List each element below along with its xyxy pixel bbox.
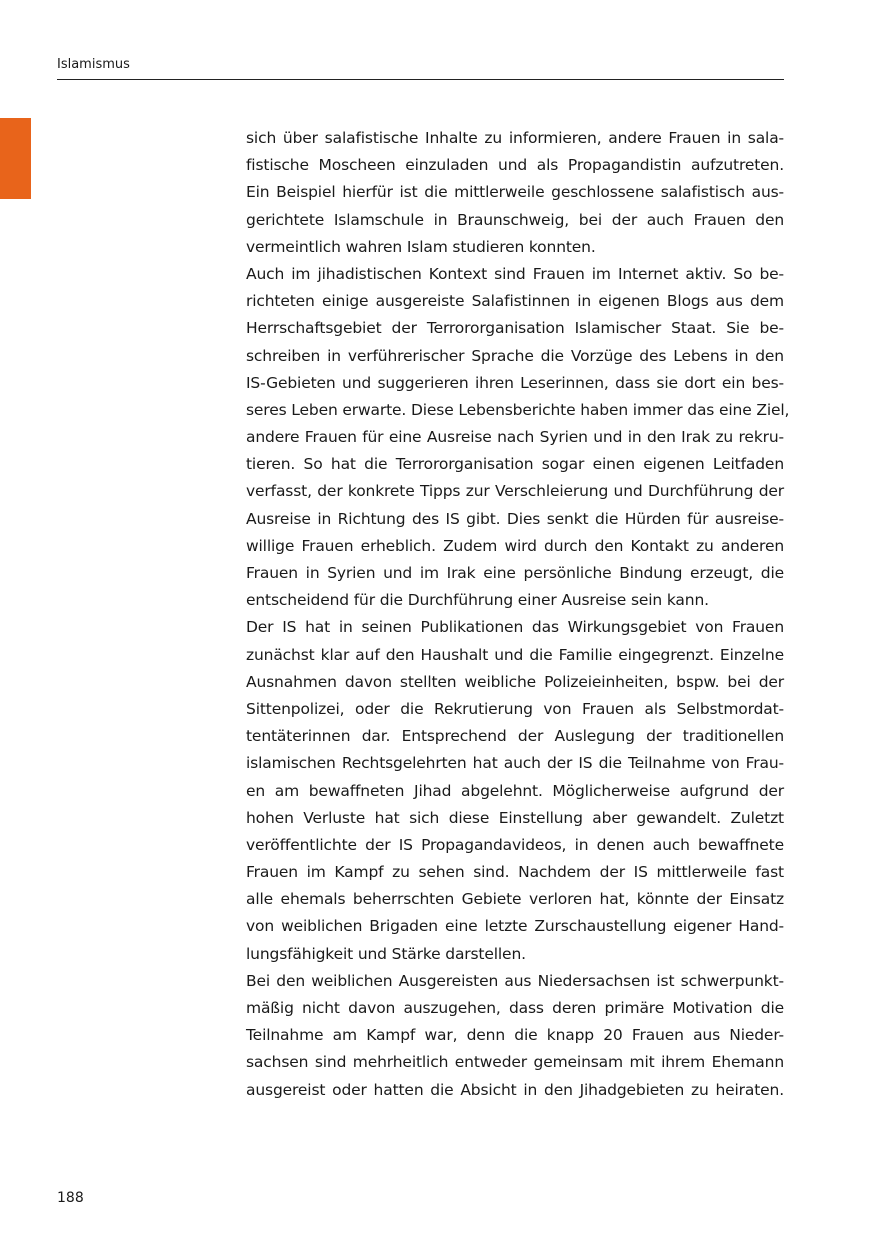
text-line: entscheidend für die Durchführung einer Ausreise sein kann. [246, 591, 709, 610]
text-line: willige Frauen erheblich. Zudem wird durch den Kontakt zu anderen [246, 536, 784, 555]
header-divider [57, 79, 784, 80]
text-line: Frauen in Syrien und im Irak eine persönliche Bindung erzeugt, die [246, 564, 784, 582]
text-line: tieren. So hat die Terrororganisation sogar einen eigenen Leitfaden [246, 455, 784, 474]
text-line: Sittenpolizei, oder die Rekrutierung von Frauen als Selbstmordat- [246, 699, 784, 718]
text-line: en am bewaffneten Jihad abgelehnt. Möglicherweise aufgrund der [246, 781, 784, 800]
running-header: Islamismus [57, 57, 130, 72]
text-line: hohen Verluste hat sich diese Einstellung aber gewandelt. Zuletzt [246, 808, 784, 827]
text-line: zunächst klar auf den Haushalt und die Familie eingegrenzt. Einzelne [246, 645, 784, 664]
text-line: sich über salafistische Inhalte zu informieren, andere Frauen in sala- [246, 129, 784, 147]
text-line: schreiben in verführerischer Sprache die Vorzüge des Lebens in den [246, 346, 784, 365]
text-line: andere Frauen für eine Ausreise nach Syrien und in den Irak zu rekru- [246, 428, 784, 447]
text-line: Frauen im Kampf zu sehen sind. Nachdem der IS mittlerweile fast [246, 863, 784, 882]
paragraph-1 [246, 125, 784, 261]
paragraph-4 [246, 968, 784, 1104]
text-line: ausgereist oder hatten die Absicht in den Jihadgebieten zu heiraten. [246, 1080, 784, 1099]
text-line: sachsen sind mehrheitlich entweder gemeinsam mit ihrem Ehemann [246, 1053, 784, 1072]
text-line: Ausreise in Richtung des IS gibt. Dies senkt die Hürden für ausreise- [246, 509, 784, 528]
text-line: richteten einige ausgereiste Salafistinnen in eigenen Blogs aus dem [246, 292, 784, 311]
text-line: alle ehemals beherrschten Gebiete verloren hat, könnte der Einsatz [246, 890, 784, 909]
text-line: mäßig nicht davon auszugehen, dass deren primäre Motivation die [246, 999, 784, 1017]
text-line: Herrschaftsgebiet der Terrororganisation Islamischer Staat. Sie be- [246, 319, 784, 338]
text-line: Ausnahmen davon stellten weibliche Polizeieinheiten, bspw. bei der [246, 672, 784, 691]
text-line: lungsfähigkeit und Stärke darstellen. [246, 944, 526, 963]
text-line: gerichtete Islamschule in Braunschweig, bei der auch Frauen den [246, 210, 784, 229]
text-line: von weiblichen Brigaden eine letzte Zurschaustellung eigener Hand- [246, 917, 784, 936]
paragraph-3 [246, 614, 784, 967]
text-line: Bei den weiblichen Ausgereisten aus Niedersachsen ist schwerpunkt- [246, 971, 784, 990]
text-line: islamischen Rechtsgelehrten hat auch der IS die Teilnahme von Frau- [246, 754, 784, 773]
text-line: veröffentlichte der IS Propagandavideos, in denen auch bewaffnete [246, 835, 784, 854]
text-line: seres Leben erwarte. Diese Lebensberichte haben immer das eine Ziel, [246, 400, 790, 419]
text-line: Auch im jihadistischen Kontext sind Frauen im Internet aktiv. So be- [246, 264, 784, 283]
text-line: vermeintlich wahren Islam studieren konnten. [246, 237, 596, 256]
text-line: verfasst, der konkrete Tipps zur Verschleierung und Durchführung der [246, 482, 784, 501]
paragraph-2 [246, 261, 790, 614]
text-line: fistische Moscheen einzuladen und als Propagandistin aufzutreten. [246, 156, 784, 175]
chapter-accent-bar [0, 118, 31, 199]
text-line: Der IS hat in seinen Publikationen das Wirkungsgebiet von Frauen [246, 618, 784, 637]
text-line: IS-Gebieten und suggerieren ihren Leserinnen, dass sie dort ein bes- [246, 373, 784, 392]
page-number: 188 [57, 1190, 84, 1206]
text-line: Ein Beispiel hierfür ist die mittlerweile geschlossene salafistisch aus- [246, 183, 784, 202]
text-line: Teilnahme am Kampf war, denn die knapp 20 Frauen aus Nieder- [246, 1026, 784, 1045]
body-text [246, 125, 790, 1104]
text-line: tentäterinnen dar. Entsprechend der Auslegung der traditionellen [246, 727, 784, 746]
